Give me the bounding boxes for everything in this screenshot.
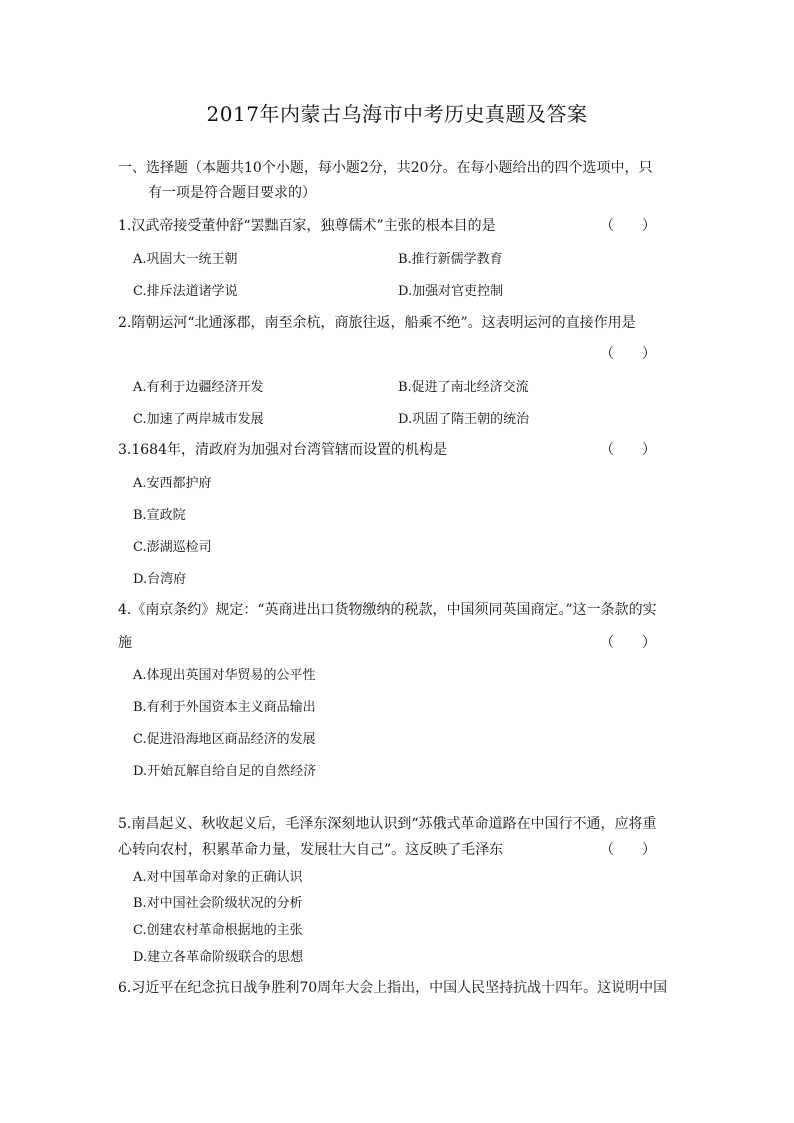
answer-blank-2: （ ） xyxy=(600,346,656,362)
question-5-stem-cont: 心转向农村，积累革命力量，发展壮大自己”。这反映了毛泽东 xyxy=(118,842,504,858)
question-5-option-d: D.建立各革命阶级联合的思想 xyxy=(133,950,304,965)
section-heading-cont: 有一项是符合题目要求的） xyxy=(148,185,316,201)
question-1-option-d: D.加强对官吏控制 xyxy=(398,284,504,299)
question-3-option-b: B.宣政院 xyxy=(133,508,186,523)
question-5-option-c: C.创建农村革命根据地的主张 xyxy=(133,923,303,938)
question-2-option-d: D.巩固了隋王朝的统治 xyxy=(398,412,530,427)
question-4-stem-cont: 施 xyxy=(118,635,132,651)
answer-blank-5: （ ） xyxy=(600,842,656,858)
question-4-option-c: C.促进沿海地区商品经济的发展 xyxy=(133,732,316,747)
question-3-option-d: D.台湾府 xyxy=(133,572,187,587)
question-2-option-c: C.加速了两岸城市发展 xyxy=(133,412,264,427)
question-2-option-a: A.有利于边疆经济开发 xyxy=(133,380,264,395)
question-1-option-b: B.推行新儒学教育 xyxy=(398,252,503,267)
section-heading: 一、选择题（本题共10个小题，每小题2分，共20分。在每小题给出的四个选项中，只 xyxy=(118,160,653,176)
question-1-option-a: A.巩固大一统王朝 xyxy=(133,252,238,267)
question-4-option-a: A.体现出英国对华贸易的公平性 xyxy=(133,668,316,683)
question-1-option-c: C.排斥法道诸学说 xyxy=(133,284,238,299)
answer-blank-1: （ ） xyxy=(600,218,656,234)
question-5-option-a: A.对中国革命对象的正确认识 xyxy=(133,870,303,885)
question-3-option-a: A.安西都护府 xyxy=(133,476,212,491)
question-2-option-b: B.促进了南北经济交流 xyxy=(398,380,529,395)
question-4-stem: 4.《南京条约》规定：“英商进出口货物缴纳的税款，中国须同英国商定。”这一条款的实 xyxy=(118,602,657,618)
page-title: 2017年内蒙古乌海市中考历史真题及答案 xyxy=(206,102,588,126)
question-1-stem: 1.汉武帝接受董仲舒“罢黜百家，独尊儒术”主张的根本目的是 xyxy=(118,218,496,234)
answer-blank-4: （ ） xyxy=(600,635,656,651)
answer-blank-3: （ ） xyxy=(600,442,656,458)
question-4-option-b: B.有利于外国资本主义商品输出 xyxy=(133,700,316,715)
question-5-option-b: B.对中国社会阶级状况的分析 xyxy=(133,896,303,911)
question-2-stem: 2.隋朝运河“北通涿郡，南至余杭，商旅往返，船乘不绝”。这表明运河的直接作用是 xyxy=(118,315,636,331)
question-4-option-d: D.开始瓦解自给自足的自然经济 xyxy=(133,764,317,779)
question-3-stem: 3.1684年，清政府为加强对台湾管辖而设置的机构是 xyxy=(118,442,447,458)
question-3-option-c: C.澎湖巡检司 xyxy=(133,540,212,555)
question-6-stem: 6.习近平在纪念抗日战争胜利70周年大会上指出，中国人民坚持抗战十四年。这说明中国 xyxy=(118,980,668,996)
question-5-stem: 5.南昌起义、秋收起义后，毛泽东深刻地认识到“苏俄式革命道路在中国行不通，应将重 xyxy=(118,816,657,832)
